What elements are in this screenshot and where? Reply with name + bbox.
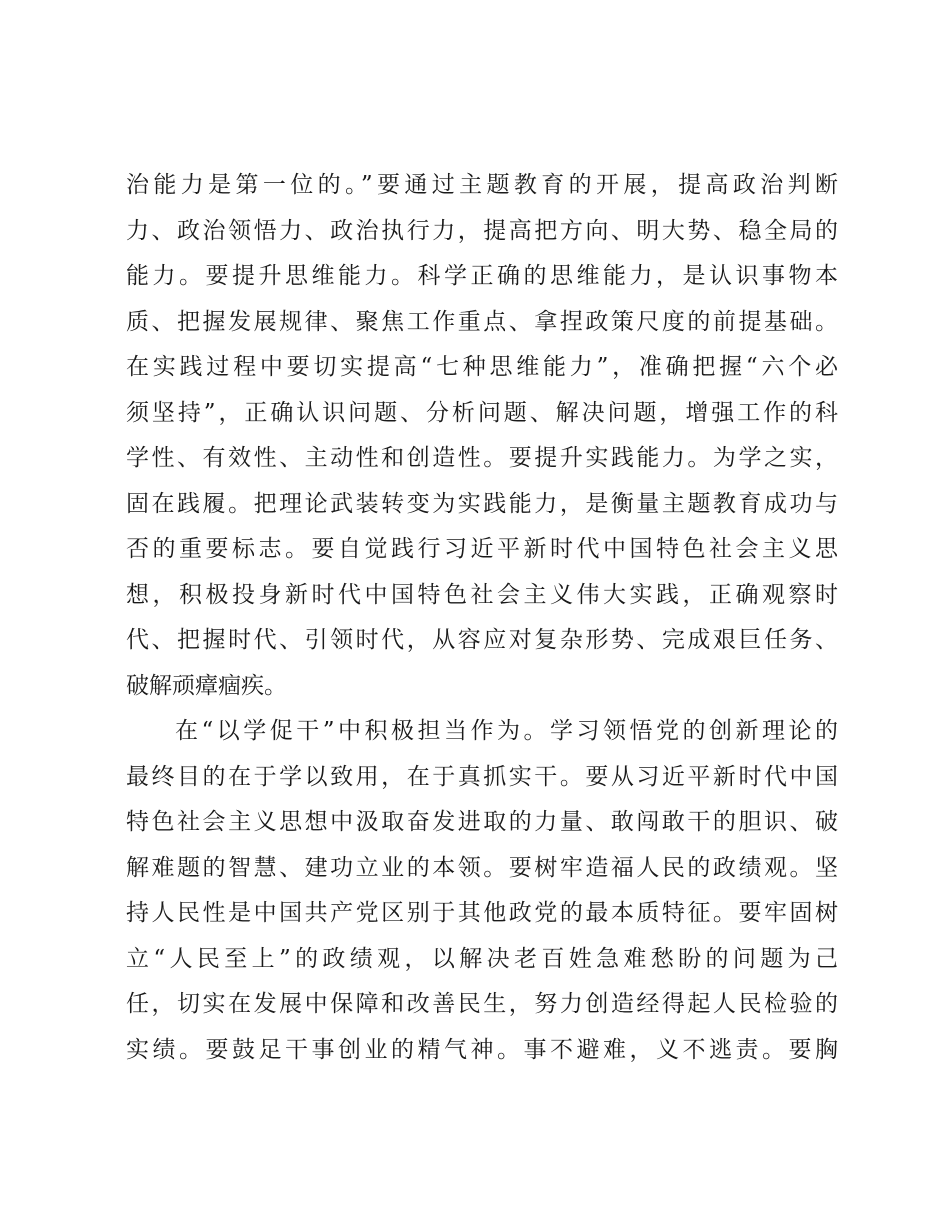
- text-line: 在实践过程中要切实提高“七种思维能力”，准确把握“六个必: [126, 354, 838, 380]
- text-line: 质、把握发展规律、聚焦工作重点、拿捏政策尺度的前提基础。: [126, 308, 838, 335]
- text-line: 实绩。要鼓足干事创业的精气神。事不避难，义不逃责。要胸: [126, 1036, 838, 1063]
- text-line: 须坚持”，正确认识问题、分析问题、解决问题，增强工作的科: [126, 399, 838, 426]
- document-body: [126, 163, 838, 1073]
- text-line: 立“人民至上”的政绩观，以解决老百姓急难愁盼的问题为己: [126, 945, 838, 972]
- text-line: 能力。要提升思维能力。科学正确的思维能力，是认识事物本: [126, 263, 838, 289]
- text-line: 学性、有效性、主动性和创造性。要提升实践能力。为学之实，: [126, 445, 838, 471]
- paragraph-learning-to-action: [126, 709, 838, 1073]
- text-line: 否的重要标志。要自觉践行习近平新时代中国特色社会主义思: [126, 536, 838, 562]
- text-line: 代、把握时代、引领时代，从容应对复杂形势、完成艰巨任务、: [126, 627, 838, 653]
- text-line: 力、政治领悟力、政治执行力，提高把方向、明大势、稳全局的: [126, 217, 838, 244]
- paragraph-thinking-practice: [126, 163, 838, 709]
- text-line: 持人民性是中国共产党区别于其他政党的最本质特征。要牢固树: [126, 900, 838, 926]
- text-line: 想，积极投身新时代中国特色社会主义伟大实践，正确观察时: [126, 581, 838, 608]
- text-line: 固在践履。把理论武装转变为实践能力，是衡量主题教育成功与: [126, 490, 838, 517]
- text-line: 解难题的智慧、建功立业的本领。要树牢造福人民的政绩观。坚: [126, 854, 838, 881]
- text-line: 最终目的在于学以致用，在于真抓实干。要从习近平新时代中国: [126, 763, 838, 790]
- text-line: 破解顽瘴痼疾。: [126, 672, 287, 699]
- text-line: 治能力是第一位的。”要通过主题教育的开展，提高政治判断: [126, 172, 838, 198]
- text-line: 特色社会主义思想中汲取奋发进取的力量、敢闯敢干的胆识、破: [126, 809, 838, 835]
- text-line: 任，切实在发展中保障和改善民生，努力创造经得起人民检验的: [126, 991, 838, 1017]
- paragraph-heading-line: 在“以学促干”中积极担当作为。学习领悟党的创新理论的: [175, 718, 838, 744]
